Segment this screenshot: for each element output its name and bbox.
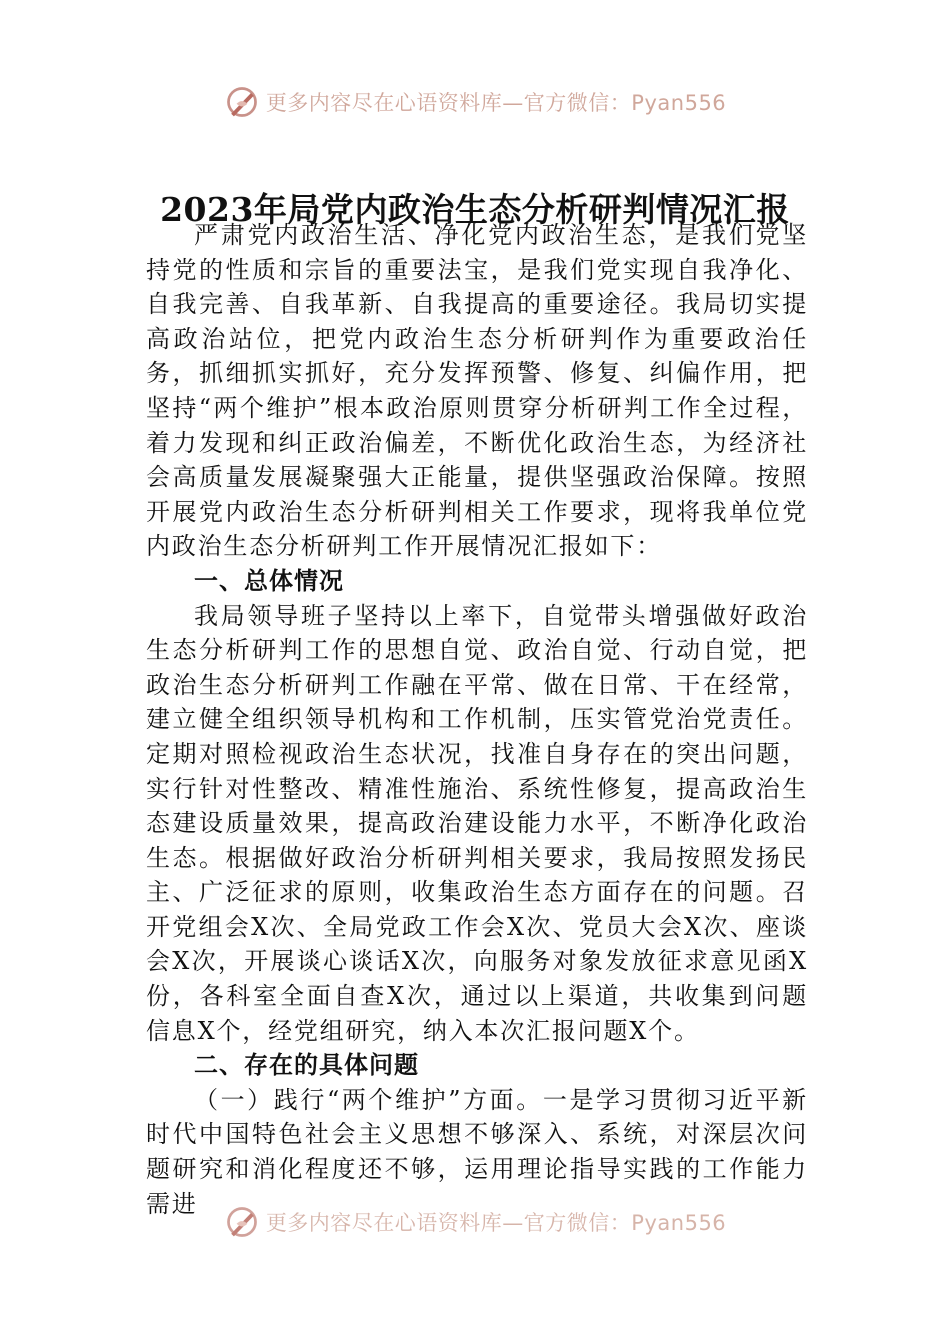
watermark-text: 更多内容尽在心语资料库—官方微信：Pyan556 <box>265 1211 727 1235</box>
intro-paragraph: 严肃党内政治生活、净化党内政治生态，是我们党坚持党的性质和宗旨的重要法宝，是我们党实现自我净化、自我完善、自我革新、自我提高的重要途径。我局切实提高政治站位，把党内政治生态分析研判作为重要政治任务，抓细抓实抓好，充分发挥预警、修复、纠偏作用，把坚持“两个维护”根本政治原则贯穿分析研判工作全过程，着力发现和纠正政治偏差，不断优化政治生态，为经济社会高质量发展凝聚强大正能量，提供坚强政治保障。按照开展党内政治生态分析研判相关工作要求，现将我单位党内政治生态分析研判工作开展情况汇报如下： <box>146 221 808 561</box>
footer-watermark <box>0 1202 950 1242</box>
pen-logo-icon <box>224 84 260 120</box>
header-watermark <box>0 82 950 122</box>
section-2-heading: 二、存在的具体问题 <box>194 1051 419 1080</box>
section-2-subsection-1: （一）践行“两个维护”方面。一是学习贯彻习近平新时代中国特色社会主义思想不够深入、系统，对深层次问题研究和消化程度还不够，运用理论指导实践的工作能力需进 <box>146 1085 808 1218</box>
section-1-paragraph: 我局领导班子坚持以上率下，自觉带头增强做好政治生态分析研判工作的思想自觉、政治自觉、行动自觉，把政治生态分析研判工作融在平常、做在日常、干在经常，建立健全组织领导机构和工作机制，压实管党治党责任。定期对照检视政治生态状况，找准自身存在的突出问题，实行针对性整改、精准性施治、系统性修复，提高政治生态建设质量效果，提高政治建设能力水平，不断净化政治生态。根据做好政治分析研判相关要求，我局按照发扬民主、广泛征求的原则，收集政治生态方面存在的问题。召开党组会X次、全局党政工作会X次、党员大会X次、座谈会X次，开展谈心谈话X次，向服务对象发放征求意见函X份，各科室全面自查X次，通过以上渠道，共收集到问题信息X个，经党组研究，纳入本次汇报问题X个。 <box>146 601 808 1045</box>
document-body <box>146 218 808 1221</box>
section-1-heading: 一、总体情况 <box>194 566 344 595</box>
pen-logo-icon <box>224 1204 260 1240</box>
document-title: 2023年局党内政治生态分析研判情况汇报 <box>160 190 790 229</box>
watermark-text: 更多内容尽在心语资料库—官方微信：Pyan556 <box>265 91 727 115</box>
